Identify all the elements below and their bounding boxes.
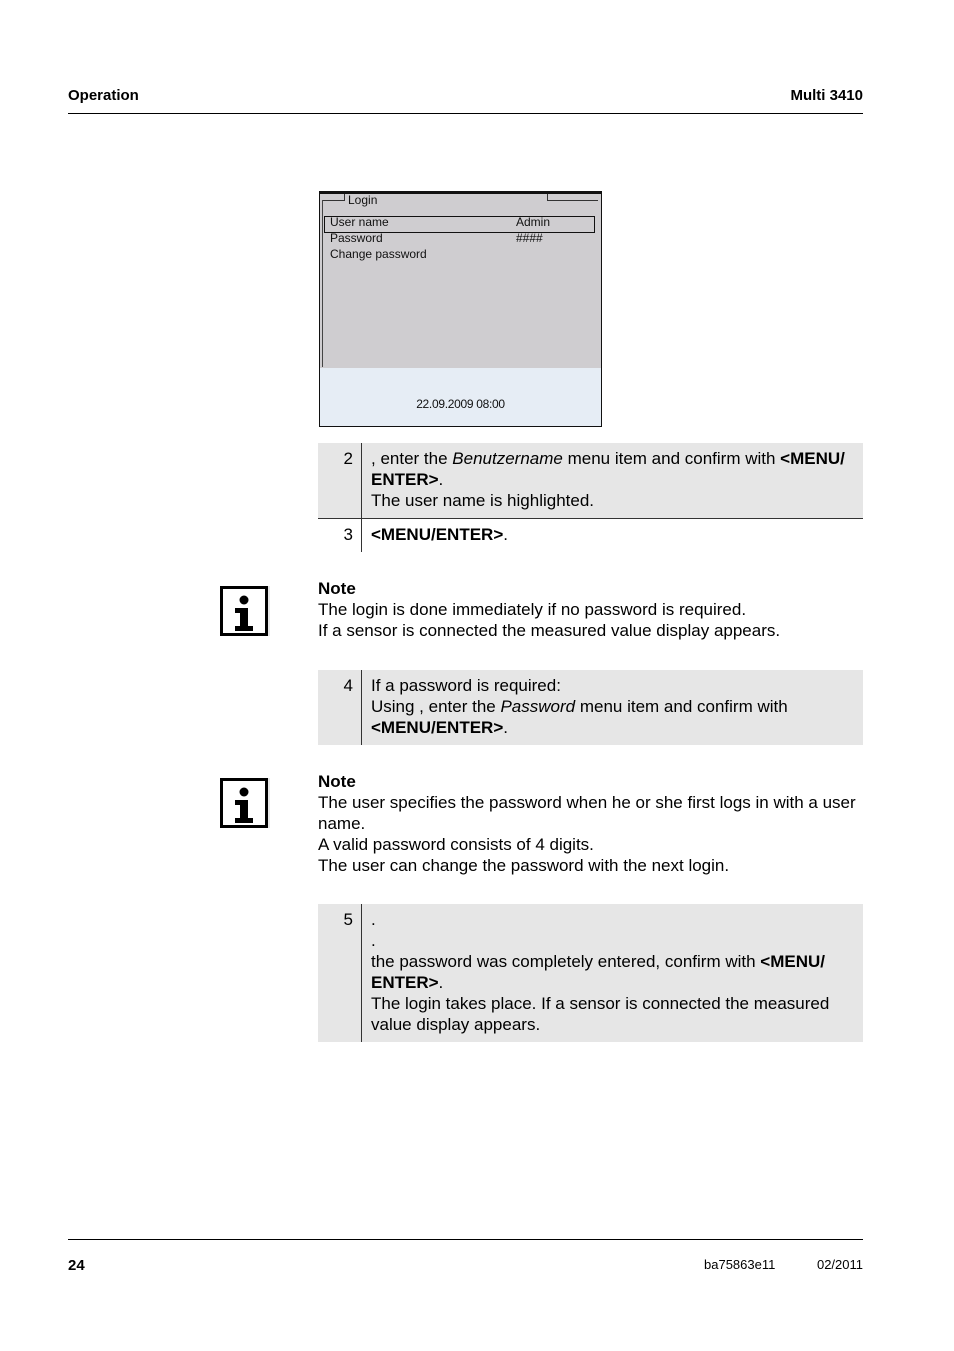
step-result: The login takes place. If a sensor is connected the measured value display appears. — [371, 994, 830, 1034]
menu-item-name: Password — [500, 697, 576, 716]
key-label: <MENU/ ENTER> — [371, 449, 845, 489]
note-2 — [318, 771, 866, 876]
screen-left-edge — [322, 200, 323, 367]
step-3 — [318, 519, 863, 552]
step-text-part: . — [438, 470, 444, 489]
document-id: ba75863e11 — [704, 1257, 776, 1272]
step-text-part: . — [503, 525, 508, 544]
step-2 — [318, 443, 863, 519]
step-4 — [318, 670, 863, 745]
step-number: 4 — [343, 676, 353, 695]
note-line: If a sensor is connected the measured value display appears. — [318, 621, 781, 640]
step-number: 2 — [343, 449, 353, 468]
step-text-part: the password was completely entered, confirm with — [371, 952, 761, 971]
step-text-part: menu item and confirm with — [575, 697, 788, 716]
note-title: Note — [318, 579, 356, 598]
screen-tab-edge-left — [344, 194, 345, 201]
device-screen — [319, 191, 602, 427]
step-text — [371, 909, 857, 1035]
step-separator — [361, 519, 362, 552]
note-line: The user can change the password with the next login. — [318, 856, 730, 875]
step-text-part: menu item and confirm with — [562, 449, 781, 468]
screen-row-label-user-name: User name — [330, 215, 389, 229]
screen-row-value-user-name: Admin — [516, 215, 551, 229]
header-product: Multi 3410 — [790, 87, 863, 104]
header-rule — [68, 113, 863, 114]
info-icon — [220, 586, 270, 636]
screen-datetime: 22.09.2009 08:00 — [416, 397, 505, 411]
info-icon — [220, 778, 270, 828]
step-separator — [361, 670, 362, 745]
note-line: A valid password consists of 4 digits. — [318, 835, 594, 854]
step-text-part: . — [438, 973, 444, 992]
header-section: Operation — [68, 87, 139, 104]
document-date: 02/2011 — [816, 1257, 863, 1272]
screen-row-label-password: Password — [330, 231, 383, 245]
step-number: 3 — [343, 525, 353, 544]
footer-rule — [68, 1239, 863, 1240]
screen-tab-line-right — [548, 200, 598, 201]
step-text — [371, 524, 857, 545]
screen-row-label-change-password: Change password — [330, 247, 427, 261]
step-separator — [361, 904, 362, 1042]
note-title: Note — [318, 772, 356, 791]
step-text — [371, 448, 857, 511]
page-number: 24 — [68, 1257, 85, 1274]
key-label: <MENU/ENTER> — [371, 718, 504, 737]
note-line: The user specifies the password when he or she first logs in with a user name. — [318, 793, 856, 833]
step-text-part: , enter the — [371, 449, 453, 468]
step-number: 5 — [343, 910, 353, 929]
step-text-part: . — [371, 910, 376, 929]
note-line: The login is done immediately if no password is required. — [318, 600, 747, 619]
step-text-part: If a password is required: — [371, 676, 561, 695]
step-text-part: . — [503, 718, 508, 737]
step-result: The user name is highlighted. — [371, 491, 595, 510]
step-text-part: Using , enter the — [371, 697, 501, 716]
screen-tab-line-left — [322, 200, 344, 201]
step-separator — [361, 443, 362, 519]
screen-title: Login — [348, 193, 378, 207]
step-5 — [318, 904, 863, 1042]
screen-row-value-password: #### — [516, 231, 543, 245]
step-text — [371, 675, 857, 738]
menu-item-name: Benutzername — [452, 449, 563, 468]
key-label: <MENU/ENTER> — [371, 525, 504, 544]
key-label: <MENU/ ENTER> — [371, 952, 826, 992]
note-1 — [318, 578, 868, 641]
step-text-part: . — [371, 931, 376, 950]
